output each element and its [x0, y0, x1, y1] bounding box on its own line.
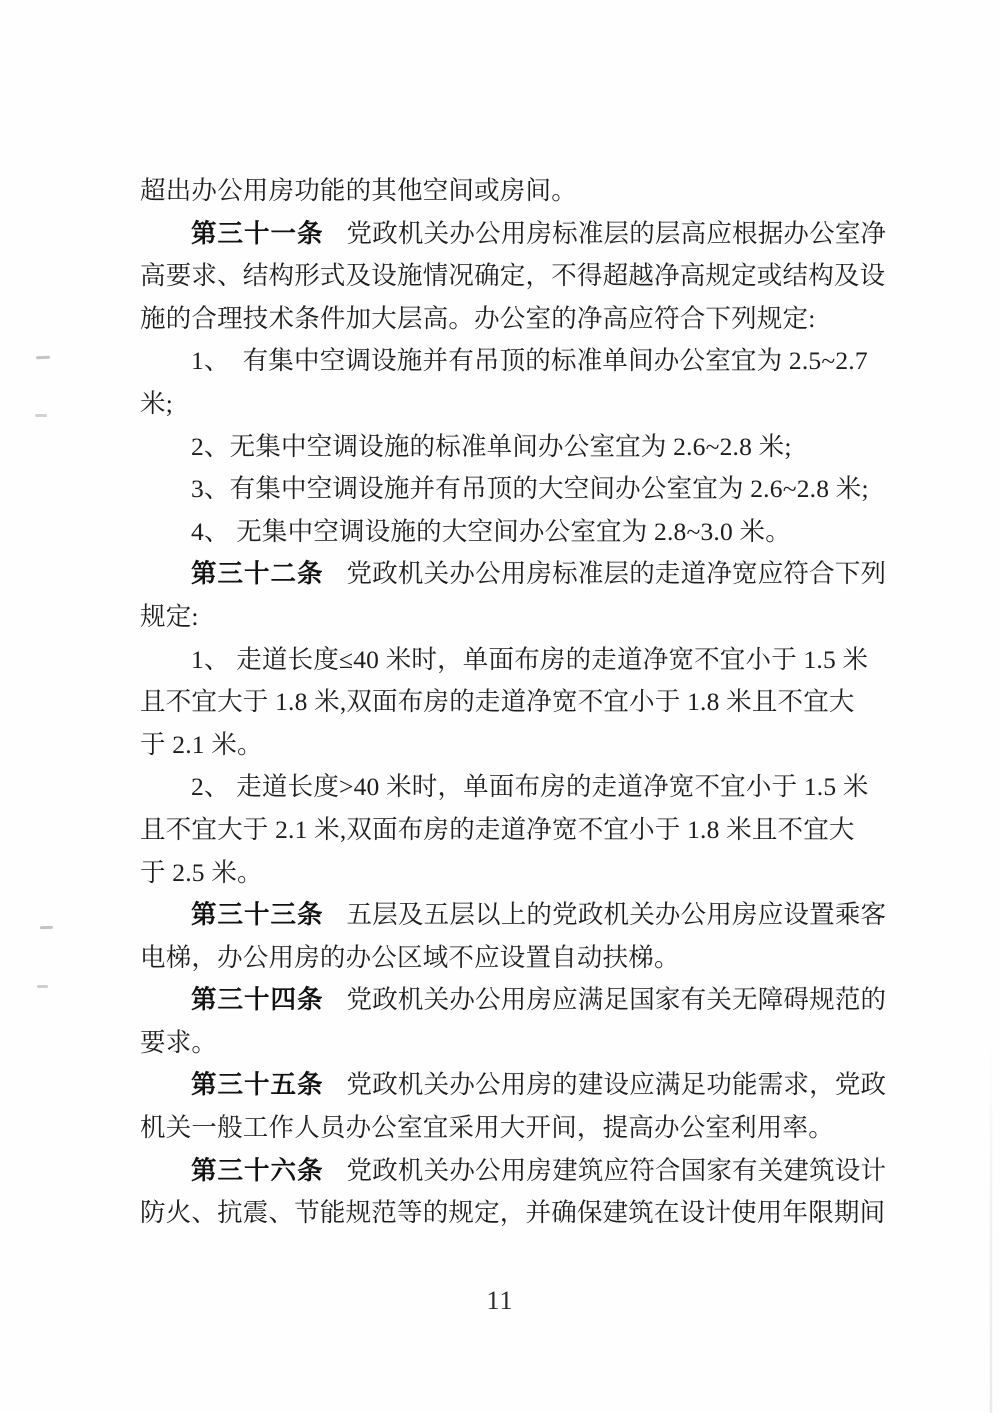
- doc-line: [140, 340, 888, 383]
- doc-line: [140, 298, 888, 341]
- doc-line: [140, 681, 888, 724]
- article-term: 第三十五条: [191, 1071, 324, 1100]
- line-text: 机关一般工作人员办公室宜采用大开间，提高办公室利用率。: [140, 1113, 834, 1143]
- doc-line: [140, 1192, 888, 1235]
- doc-line: [140, 639, 888, 682]
- margin-scan-mark: [36, 356, 50, 359]
- line-text: 施的合理技术条件加大层高。办公室的净高应符合下列规定:: [140, 303, 816, 333]
- doc-line: [140, 1150, 888, 1193]
- article-term: 第三十一条: [191, 219, 324, 248]
- line-text: 1、 有集中空调设施并有吊顶的标准单间办公室宜为 2.5~2.7: [191, 346, 868, 376]
- line-text: 超出办公用房功能的其他空间或房间。: [140, 176, 577, 205]
- line-text: 于 2.1 米。: [140, 729, 263, 759]
- doc-line: [140, 170, 888, 213]
- article-term: 第三十二条: [191, 560, 324, 589]
- margin-scan-mark: [40, 926, 53, 929]
- doc-line: [140, 852, 888, 895]
- doc-line: [140, 213, 888, 256]
- doc-line: [140, 511, 888, 554]
- line-text: 防火、抗震、节能规范等的规定，并确保建筑在设计使用年限期间: [140, 1198, 886, 1228]
- line-text: 规定:: [140, 601, 199, 631]
- line-text: 3、有集中空调设施并有吊顶的大空间办公室宜为 2.6~2.8 米;: [191, 474, 869, 504]
- doc-line: [140, 1107, 888, 1150]
- doc-line: [140, 766, 888, 809]
- line-text: 1、 走道长度≤40 米时，单面布房的走道净宽不宜小于 1.5 米: [191, 644, 869, 674]
- scan-edge-artifact: [990, 1040, 992, 1413]
- document-text-block: [140, 170, 888, 1235]
- line-text: 且不宜大于 2.1 米,双面布房的走道净宽不宜小于 1.8 米且不宜大: [140, 814, 855, 844]
- margin-scan-mark: [35, 414, 47, 417]
- doc-line: [140, 1064, 888, 1107]
- doc-line: [140, 724, 888, 767]
- line-text: 2、 走道长度>40 米时，单面布房的走道净宽不宜小于 1.5 米: [191, 772, 869, 802]
- margin-scan-mark: [37, 985, 48, 988]
- line-text: 米;: [140, 388, 173, 418]
- doc-line: [140, 255, 888, 298]
- line-text: 2、无集中空调设施的标准单间办公室宜为 2.6~2.8 米;: [191, 431, 792, 461]
- line-text: 要求。: [140, 1027, 218, 1057]
- line-text: 党政机关办公用房应满足国家有关无障碍规范的: [346, 985, 887, 1015]
- doc-line: [140, 894, 888, 937]
- doc-line: [140, 553, 888, 596]
- line-text: 党政机关办公用房建筑应符合国家有关建筑设计: [346, 1155, 887, 1185]
- line-text: 党政机关办公用房的建设应满足功能需求，党政: [346, 1070, 887, 1100]
- line-text: 于 2.5 米。: [140, 857, 263, 887]
- doc-line: [140, 979, 888, 1022]
- line-text: 党政机关办公用房标准层的层高应根据办公室净: [346, 218, 887, 248]
- doc-line: [140, 1022, 888, 1065]
- line-text: 4、 无集中空调设施的大空间办公室宜为 2.8~3.0 米。: [191, 516, 791, 546]
- line-text: 五层及五层以上的党政机关办公用房应设置乘客: [346, 900, 887, 930]
- line-text: 党政机关办公用房标准层的走道净宽应符合下列: [346, 559, 887, 589]
- doc-line: [140, 809, 888, 852]
- doc-line: [140, 596, 888, 639]
- doc-line: [140, 383, 888, 426]
- line-text: 电梯，办公用房的办公区域不应设置自动扶梯。: [140, 942, 680, 972]
- page-number: 11: [486, 1286, 514, 1315]
- article-term: 第三十三条: [191, 901, 324, 930]
- article-term: 第三十四条: [191, 986, 324, 1015]
- line-text: 高要求、结构形式及设施情况确定，不得超越净高规定或结构及设: [140, 261, 886, 291]
- doc-line: [140, 426, 888, 469]
- doc-line: [140, 937, 888, 980]
- doc-line: [140, 468, 888, 511]
- line-text: 且不宜大于 1.8 米,双面布房的走道净宽不宜小于 1.8 米且不宜大: [140, 687, 855, 717]
- article-term: 第三十六条: [191, 1156, 324, 1185]
